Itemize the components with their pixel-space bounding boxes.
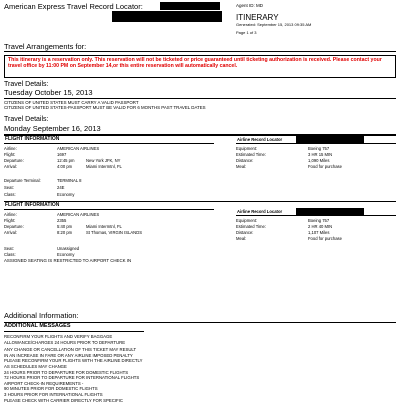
seating-note: ASSIGNED SEATING IS RESTRICTED TO AIRPORT CHECK IN bbox=[4, 258, 132, 263]
travel-date-1: Tuesday October 15, 2013 bbox=[4, 88, 93, 97]
class: Economy bbox=[57, 252, 75, 257]
generated-date: Generated: September 15, 2013 09:35 AM bbox=[236, 22, 312, 27]
passport-note-1: CITIZENS OF UNITED STATES MUST CARRY A VALID PASSPORT bbox=[4, 100, 139, 105]
seat: 24E bbox=[57, 185, 65, 190]
redacted-name bbox=[112, 11, 222, 22]
estimated-time: 2 HR 40 MIN bbox=[308, 224, 333, 229]
travel-arrangements-label: Travel Arrangements for: bbox=[4, 42, 87, 51]
message-line: 72 HOURS PRIOR TO DEPARTURE FOR INTERNATIONAL FLIGHTS bbox=[4, 375, 140, 381]
section-rule-1 bbox=[4, 98, 396, 99]
reservation-warning: This itinerary is a reservation only. This reservation will not be ticketed or price guaranteed until ticketing authorization is received. Please contact your travel office by 11:00 PM on September 14,or this entire reservation will automatically cancel. bbox=[4, 55, 396, 78]
airline-record-locator-title: Airline Record Locator bbox=[236, 208, 396, 216]
message-line: IN AN INCREASE IN FARE OR ANY AIRLINE IMPOSED PENALTY bbox=[4, 352, 133, 358]
flight-number: 1697 bbox=[57, 152, 67, 157]
message-line: 24 HOURS PRIOR TO DEPARTURE FOR DOMESTIC FLIGHTS bbox=[4, 369, 129, 375]
travel-details-heading-1: Travel Details: bbox=[4, 81, 49, 88]
equipment: Boeing 757 bbox=[308, 218, 330, 223]
airline-name: AMERICAN AIRLINES bbox=[57, 212, 100, 217]
arrival-place: St Thomas, VIRGIN ISLANDS bbox=[86, 230, 143, 235]
message-line: RECONFIRM YOUR FLIGHTS AND VERIFY BAGGAGE bbox=[4, 334, 113, 339]
message-line: PLEASE CHECK WITH CARRIER DIRECTLY FOR SPECIFIC bbox=[4, 397, 123, 403]
redacted-airline-locator bbox=[296, 208, 364, 215]
seat: Unassigned bbox=[57, 246, 80, 251]
header-right bbox=[236, 3, 396, 35]
message-line: 90 MINUTES PRIOR FOR DOMESTIC FLIGHTS bbox=[4, 386, 98, 392]
agent-id: Agent ID: MD bbox=[236, 3, 264, 8]
record-locator-box-1 bbox=[236, 136, 396, 144]
departure-time: 12:45 pm bbox=[57, 158, 75, 163]
redacted-record-locator bbox=[160, 2, 220, 10]
travel-date-2: Monday September 16, 2013 bbox=[4, 124, 101, 133]
airline-record-locator-title: Airline Record Locator bbox=[236, 136, 396, 144]
message-line: 3 HOURS PRIOR FOR INTERNATIONAL FLIGHTS bbox=[4, 391, 103, 397]
meal: Food for purchase bbox=[308, 164, 342, 169]
messages-rule bbox=[4, 331, 144, 332]
flight-number: 2355 bbox=[57, 218, 67, 223]
additional-info-heading: Additional Information: bbox=[4, 311, 79, 320]
header-divider bbox=[4, 51, 396, 52]
message-line: ANY CHANGE OR CANCELLATION OF THIS TICKET MAY RESULT bbox=[4, 347, 137, 353]
flight-info-title: FLIGHT INFORMATION bbox=[5, 136, 60, 142]
additional-messages bbox=[4, 322, 396, 403]
departure-terminal: TERMINAL 8 bbox=[57, 178, 82, 183]
estimated-time: 3 HR 15 MIN bbox=[308, 152, 333, 157]
message-line: AS SCHEDULES MAY CHANGE bbox=[4, 363, 67, 369]
class: Economy bbox=[57, 192, 75, 197]
travel-details-heading-2: Travel Details: bbox=[4, 116, 49, 123]
arrival-time: 8:20 pm bbox=[57, 230, 73, 235]
distance: 1,107 Miles bbox=[308, 230, 330, 235]
passport-note-2: CITIZENS OF UNITED STATES-PASSPORT MUST BE VALID FOR 6 MONTHS PAST TRAVEL DATES bbox=[4, 105, 206, 110]
departure-time: 5:40 pm bbox=[57, 224, 73, 229]
equipment: Boeing 757 bbox=[308, 146, 330, 151]
flight-rule-2 bbox=[4, 209, 214, 210]
departure-place: New York JFK, NY bbox=[86, 158, 121, 163]
page-number: Page 1 of 3 bbox=[236, 30, 257, 35]
arrival-place: Miami Intermtnl, FL bbox=[86, 164, 122, 169]
record-locator-box-2 bbox=[236, 208, 396, 216]
airline-name: AMERICAN AIRLINES bbox=[57, 146, 100, 151]
redacted-airline-locator bbox=[296, 136, 364, 143]
record-locator-title: American Express Travel Record Locator: bbox=[4, 2, 143, 11]
message-line: AIRPORT CHECK-IN REQUIREMENTS - bbox=[4, 380, 84, 386]
arrival-time: 4:00 pm bbox=[57, 164, 73, 169]
flight-info-title: FLIGHT INFORMATION bbox=[5, 202, 60, 208]
additional-messages-title: ADDITIONAL MESSAGES bbox=[4, 323, 71, 329]
meal: Food for purchase bbox=[308, 236, 342, 241]
distance: 1,090 Miles bbox=[308, 158, 330, 163]
message-line: PLEASE RECONFIRM YOUR FLIGHTS WITH THE AIRLINE DIRECTLY bbox=[4, 358, 143, 364]
message-line: ALLOWANCE/CHARGES 24 HOURS PRIOR TO DEPARTURE bbox=[4, 339, 126, 345]
departure-place: Miami Intermtnl, FL bbox=[86, 224, 122, 229]
itinerary-title: ITINERARY bbox=[236, 13, 279, 22]
flight-rule-1 bbox=[4, 143, 214, 144]
